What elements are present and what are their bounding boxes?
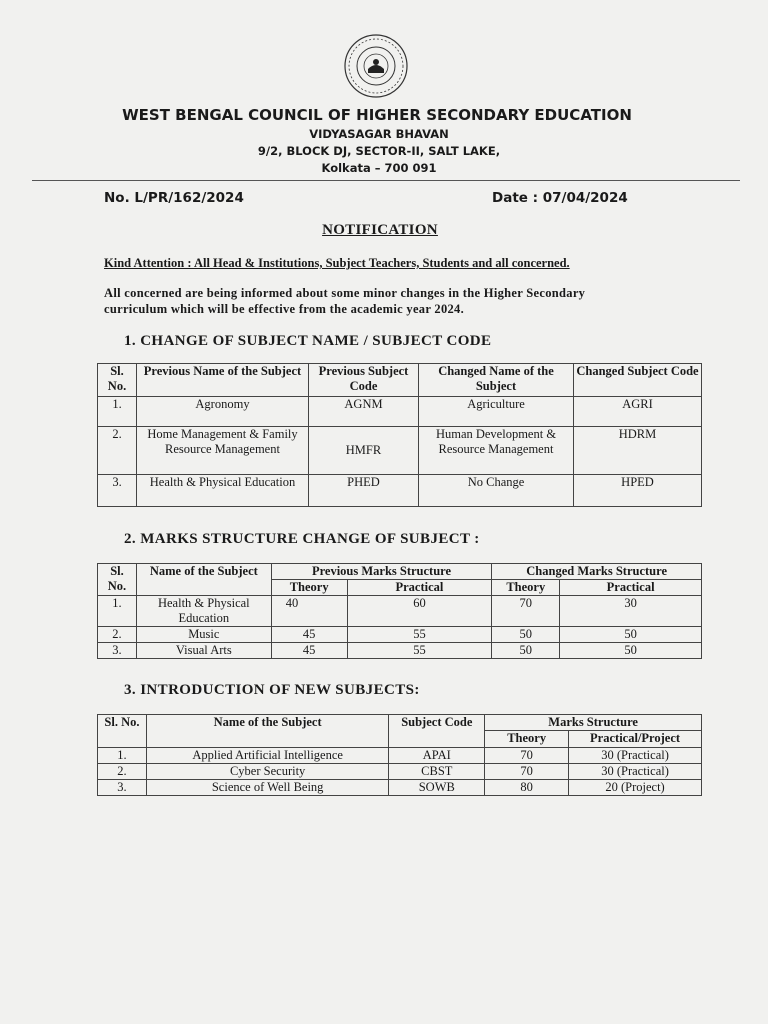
cell: 3.	[98, 780, 147, 796]
col-changed-code: Changed Subject Code	[574, 364, 702, 397]
cell: CBST	[389, 764, 485, 780]
wbchse-emblem-icon	[343, 33, 409, 99]
col-sl-no: Sl. No.	[98, 564, 137, 596]
cell: Health & Physical Education	[137, 475, 309, 507]
cell: No Change	[419, 475, 574, 507]
cell: 45	[271, 627, 347, 643]
section2-heading: 2. MARKS STRUCTURE CHANGE OF SUBJECT :	[124, 531, 480, 547]
col-changed-name: Changed Name of the Subject	[419, 364, 574, 397]
cell: Visual Arts	[136, 643, 271, 659]
cell: HDRM	[574, 427, 702, 475]
cell: 70	[485, 748, 569, 764]
table-header-row	[98, 564, 702, 580]
cell: 50	[560, 627, 702, 643]
col-practical-project: Practical/Project	[569, 731, 702, 748]
subject-change-table	[97, 363, 702, 507]
council-title: WEST BENGAL COUNCIL OF HIGHER SECONDARY EDUCATION	[122, 106, 632, 124]
notification-body	[104, 285, 664, 317]
body-line-1: All concerned are being informed about some minor changes in the Higher Secondary	[104, 286, 586, 300]
cell: 1.	[98, 748, 147, 764]
table-row	[98, 748, 702, 764]
council-city: Kolkata – 700 091	[321, 161, 437, 175]
cell: HMFR	[309, 427, 419, 475]
cell: 40	[271, 596, 347, 627]
cell: 30	[560, 596, 702, 627]
cell: APAI	[389, 748, 485, 764]
new-subjects-table	[97, 714, 702, 796]
reference-number: No. L/PR/162/2024	[104, 190, 244, 206]
table-row	[98, 643, 702, 659]
table-header-row	[98, 715, 702, 731]
cell: AGNM	[309, 397, 419, 427]
cell: Home Management & Family Resource Management	[137, 427, 309, 475]
table-row	[98, 596, 702, 627]
col-prev-practical: Practical	[347, 580, 492, 596]
notification-date: Date : 07/04/2024	[492, 190, 628, 206]
cell: 50	[492, 627, 560, 643]
cell: 60	[347, 596, 492, 627]
cell: 30 (Practical)	[569, 748, 702, 764]
col-prev-name: Previous Name of the Subject	[137, 364, 309, 397]
cell: Applied Artificial Intelligence	[146, 748, 388, 764]
cell: 20 (Project)	[569, 780, 702, 796]
table-header-row	[98, 364, 702, 397]
council-building: VIDYASAGAR BHAVAN	[309, 127, 449, 141]
cell: 55	[347, 643, 492, 659]
cell: 2.	[98, 627, 137, 643]
col-subject-code: Subject Code	[389, 715, 485, 748]
header-divider	[32, 180, 740, 181]
cell: Cyber Security	[146, 764, 388, 780]
cell: PHED	[309, 475, 419, 507]
cell: 1.	[98, 596, 137, 627]
col-prev-code: Previous Subject Code	[309, 364, 419, 397]
cell: 3.	[98, 475, 137, 507]
table-row	[98, 475, 702, 507]
col-marks-structure: Marks Structure	[485, 715, 702, 731]
cell: AGRI	[574, 397, 702, 427]
marks-change-table	[97, 563, 702, 659]
attention-line: Kind Attention : All Head & Institutions, Subject Teachers, Students and all concerned.	[104, 256, 570, 270]
cell: Agronomy	[137, 397, 309, 427]
cell: SOWB	[389, 780, 485, 796]
cell: 80	[485, 780, 569, 796]
col-theory: Theory	[485, 731, 569, 748]
cell: 30 (Practical)	[569, 764, 702, 780]
section3-heading: 3. INTRODUCTION OF NEW SUBJECTS:	[124, 682, 420, 698]
cell: 50	[492, 643, 560, 659]
col-previous-marks: Previous Marks Structure	[271, 564, 492, 580]
cell: 2.	[98, 764, 147, 780]
table-row	[98, 427, 702, 475]
col-subject-name: Name of the Subject	[136, 564, 271, 596]
table-row	[98, 397, 702, 427]
notification-title: NOTIFICATION	[322, 222, 438, 238]
col-changed-marks: Changed Marks Structure	[492, 564, 702, 580]
cell: 2.	[98, 427, 137, 475]
cell: Music	[136, 627, 271, 643]
cell: 1.	[98, 397, 137, 427]
council-address: 9/2, BLOCK DJ, SECTOR-II, SALT LAKE,	[257, 144, 501, 158]
cell: 70	[485, 764, 569, 780]
cell: 70	[492, 596, 560, 627]
body-line-2: curriculum which will be effective from the academic year 2024.	[104, 302, 465, 316]
table-row	[98, 780, 702, 796]
cell: Health & Physical Education	[136, 596, 271, 627]
col-prev-theory: Theory	[271, 580, 347, 596]
cell: 3.	[98, 643, 137, 659]
col-changed-practical: Practical	[560, 580, 702, 596]
cell: Science of Well Being	[146, 780, 388, 796]
table-row	[98, 764, 702, 780]
col-changed-theory: Theory	[492, 580, 560, 596]
cell: Agriculture	[419, 397, 574, 427]
cell: 50	[560, 643, 702, 659]
cell: 45	[271, 643, 347, 659]
table-row	[98, 627, 702, 643]
col-sl-no: Sl. No.	[98, 715, 147, 748]
col-subject-name: Name of the Subject	[146, 715, 388, 748]
cell: 55	[347, 627, 492, 643]
cell: Human Development & Resource Management	[419, 427, 574, 475]
section1-heading: 1. CHANGE OF SUBJECT NAME / SUBJECT CODE	[124, 333, 492, 349]
cell: HPED	[574, 475, 702, 507]
col-sl-no: Sl. No.	[98, 364, 137, 397]
